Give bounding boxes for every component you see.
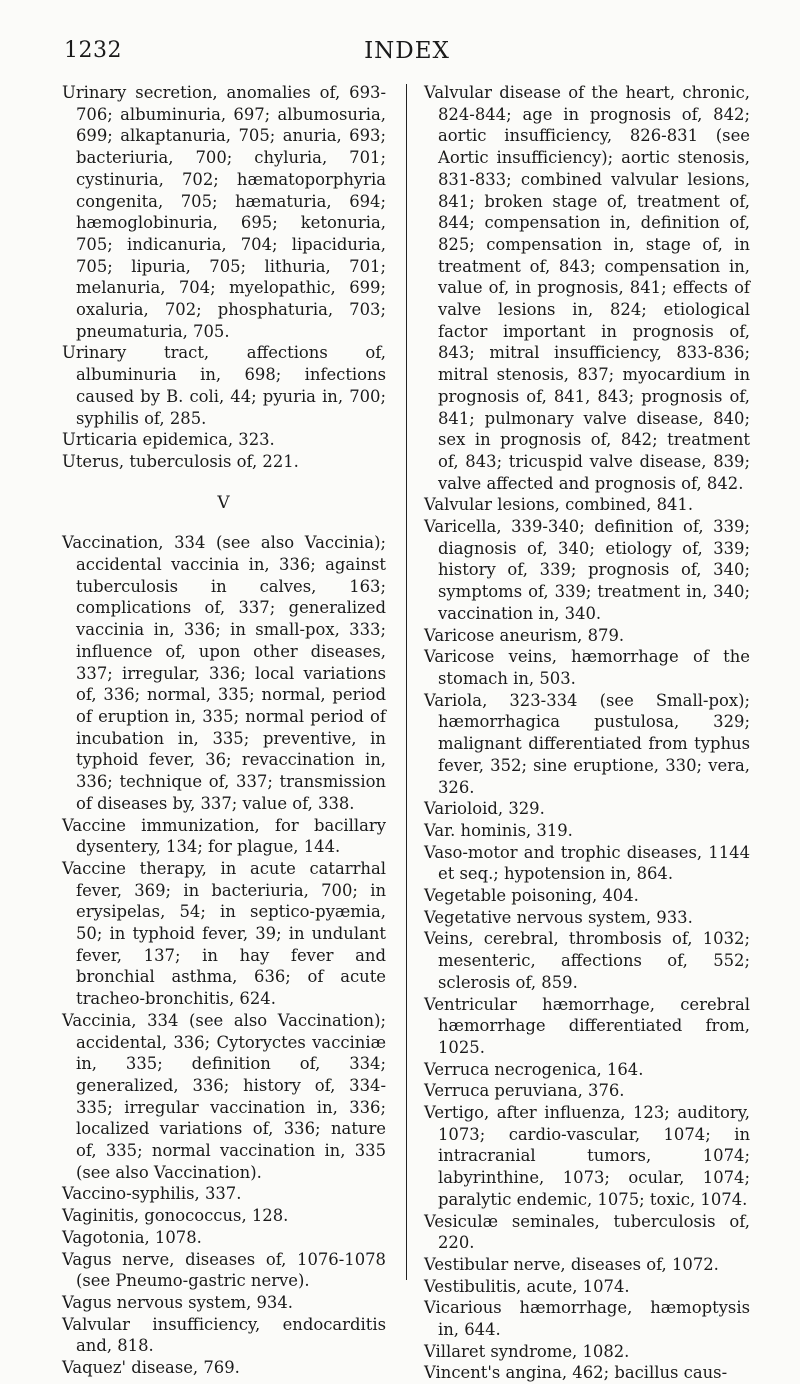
- running-head: INDEX: [364, 38, 450, 64]
- index-entry: Varicella, 339-340; definition of, 339; diagnosis of, 340; etiology of, 339; history of, 339; prognosis of, 340; symptoms of, 339; treatment in, 340; vaccination in, 340.: [424, 517, 750, 623]
- index-entry: Valvular disease of the heart, chronic, 824-844; age in prognosis of, 842; aortic insufficiency, 826-831 (see Aortic insufficiency); aortic stenosis, 831-833; combined valvular lesions, 841; broken stage of, treatment of, 844; compensation in, definition of, 825; compensation in, stage of, in treatment of, 843; compensation in, value of, in prognosis, 841; effects of valve lesions in, 824; etiological factor important in prognosis of, 843; mitral insufficiency, 833-836; mitral stenosis, 837; myocardium in prognosis of, 841, 843; prognosis of, 841; pulmonary valve disease, 840; sex in prognosis of, 842; treatment of, 843; tricuspid valve disease, 839; valve affected and prognosis of, 842.: [424, 83, 750, 493]
- index-entry: Ventricular hæmorrhage, cerebral hæmorrhage differentiated from, 1025.: [424, 994, 750, 1057]
- index-entry: Villaret syndrome, 1082.: [424, 1341, 630, 1361]
- index-entry: Vaso-motor and trophic diseases, 1144 et seq.; hypotension in, 864.: [424, 842, 750, 884]
- index-entry: Varioloid, 329.: [424, 799, 545, 819]
- index-entry: Variola, 323-334 (see Small-pox); hæmorrhagica pustulosa, 329; malignant differentiated from typhus fever, 352; sine eruptione, 330; vera, 326.: [424, 690, 750, 797]
- index-entry: Valvular insufficiency, endocarditis and, 818.: [62, 1314, 386, 1356]
- index-entry: Urticaria epidemica, 323.: [62, 430, 275, 450]
- index-entry: Vaccine therapy, in acute catarrhal fever, 369; in bacteriuria, 700; in erysipelas, 54; in septico-pyæmia, 50; in typhoid fever, 39; in undulant fever, 137; in hay fever and bronchial asthma, 636; of acute tracheo-bronchitis, 624.: [62, 858, 386, 1009]
- index-entry: Urinary secretion, anomalies of, 693-706; albuminuria, 697; albumosuria, 699; alkaptanuria, 705; anuria, 693; bacteriuria, 700; chyluria, 701; cystinuria, 702; hæmatoporphyria congenita, 705; hæmaturia, 694; hæmoglobinuria, 695; ketonuria, 705; indicanuria, 704; lipaciduria, 705; lipuria, 705; lithuria, 701; melanuria, 704; myelopathic, 699; oxaluria, 702; phosphaturia, 703; pneumaturia, 705.: [62, 83, 386, 341]
- index-entry: Vaccinia, 334 (see also Vaccination); accidental, 336; Cytoryctes vacciniæ in, 335; definition of, 334; generalized, 336; history of, 334-335; irregular vaccination in, 336; localized variations of, 336; nature of, 335; normal vaccination in, 335 (see also Vaccination).: [62, 1010, 386, 1182]
- index-entry: Vaccine immunization, for bacillary dysentery, 134; for plague, 144.: [62, 815, 386, 857]
- index-entry: Urinary tract, affections of, albuminuria in, 698; infections caused by B. coli, 44; pyuria in, 700; syphilis of, 285.: [62, 343, 386, 428]
- index-entry: Uterus, tuberculosis of, 221.: [62, 451, 299, 471]
- index-entry: Varicose veins, hæmorrhage of the stomach in, 503.: [424, 647, 750, 688]
- index-entry: Varicose aneurism, 879.: [424, 625, 625, 645]
- index-entry: Valvular lesions, combined, 841.: [424, 495, 694, 515]
- section-letter: V: [217, 492, 231, 513]
- index-entry: Verruca peruviana, 376.: [424, 1081, 625, 1101]
- index-entry: Vaccination, 334 (see also Vaccinia); accidental vaccinia in, 336; against tuberculosis in calves, 163; complications of, 337; generalized vaccinia in, 336; in small-pox, 333; influence of, upon other diseases, 337; irregular, 336; local variations of, 336; normal, 335; normal, period of eruption in, 335; normal period of incubation in, 335; preventive, in typhoid fever, 36; revaccination in, 336; technique of, 337; transmission of diseases by, 337; value of, 338.: [62, 533, 386, 813]
- page-header: [64, 38, 750, 72]
- index-entry: Vagus nerve, diseases of, 1076-1078 (see Pneumo-gastric nerve).: [62, 1249, 386, 1291]
- index-entry: Vestibulitis, acute, 1074.: [424, 1276, 630, 1296]
- index-entry: Vesiculæ seminales, tuberculosis of, 220.: [424, 1211, 750, 1253]
- page-number: 1232: [64, 38, 122, 63]
- index-entry: Vestibular nerve, diseases of, 1072.: [424, 1254, 719, 1274]
- index-entry: Vegetative nervous system, 933.: [424, 907, 693, 927]
- index-entry: Vaquez' disease, 769.: [62, 1358, 240, 1378]
- index-entry: Vincent's angina, 462; bacillus caus-: [424, 1363, 728, 1383]
- index-entry: Veins, cerebral, thrombosis of, 1032; mesenteric, affections of, 552; sclerosis of, 859.: [424, 929, 750, 992]
- index-entry: Vaginitis, gonococcus, 128.: [62, 1206, 289, 1226]
- index-entry: Vertigo, after influenza, 123; auditory, 1073; cardio-vascular, 1074; in intracranial tumors, 1074; labyrinthine, 1073; ocular, 1074; paralytic endemic, 1075; toxic, 1074.: [424, 1103, 750, 1209]
- index-entry: Vicarious hæmorrhage, hæmoptysis in, 644.: [424, 1298, 750, 1340]
- left-column: [62, 82, 386, 1379]
- index-entry: Verruca necrogenica, 164.: [424, 1059, 644, 1079]
- index-entry: Vagotonia, 1078.: [62, 1227, 202, 1247]
- index-entry: Vaccino-syphilis, 337.: [62, 1184, 242, 1204]
- index-entry: Var. hominis, 319.: [424, 820, 573, 840]
- index-entry: Vegetable poisoning, 404.: [424, 886, 639, 906]
- right-column: [424, 82, 750, 1384]
- column-rule: [406, 84, 407, 1280]
- index-entry: Vagus nervous system, 934.: [62, 1292, 293, 1312]
